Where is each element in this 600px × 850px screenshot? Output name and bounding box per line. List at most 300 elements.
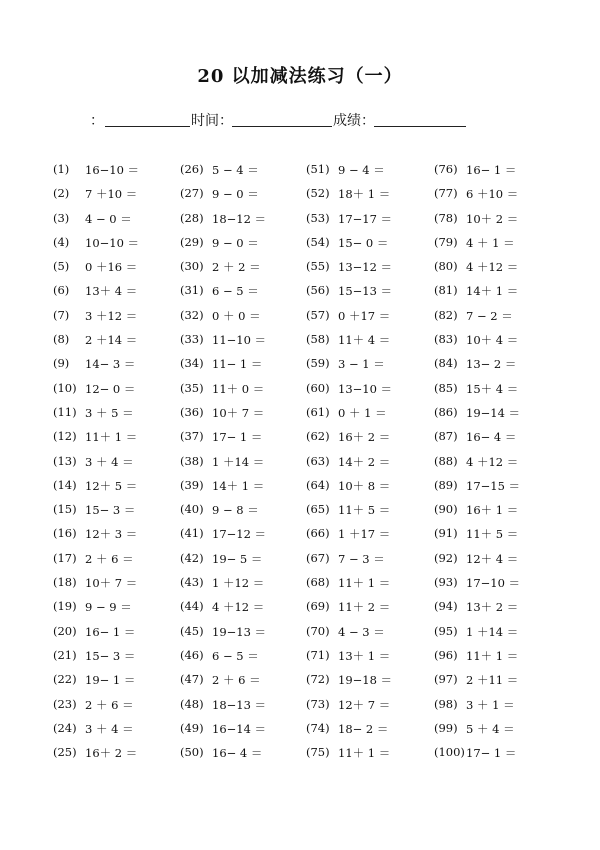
problem-number: (3) (53, 210, 70, 225)
problem-number: (71) (306, 647, 330, 662)
problem-number: (88) (434, 453, 458, 468)
problem-number: (32) (180, 307, 204, 322)
problem-item (180, 211, 310, 235)
problem-expression: 3 − 1 ＝ (338, 357, 385, 372)
problem-expression: 11＋ 2 ＝ (338, 600, 391, 615)
problem-number: (77) (434, 186, 458, 201)
problem-number: (52) (306, 186, 330, 201)
problem-number: (8) (53, 332, 70, 347)
problem-number: (45) (180, 623, 204, 638)
problem-number: (60) (306, 380, 330, 395)
problem-item (53, 745, 183, 769)
problem-expression: 19− 1 ＝ (85, 673, 136, 688)
problem-item (434, 162, 564, 186)
problem-number: (91) (434, 526, 458, 541)
problem-item (306, 551, 436, 575)
problem-expression: 18− 2 ＝ (338, 721, 389, 736)
problem-number: (69) (306, 599, 330, 614)
problem-expression: 19−14 ＝ (466, 405, 521, 420)
problem-number: (15) (53, 502, 77, 517)
problem-expression: 15− 3 ＝ (85, 648, 136, 663)
problem-expression: 12＋ 7 ＝ (338, 697, 391, 712)
problem-number: (67) (306, 550, 330, 565)
problem-item (434, 356, 564, 380)
problem-item (180, 745, 310, 769)
problem-number: (85) (434, 380, 458, 395)
problem-expression: 4 − 0 ＝ (85, 211, 132, 226)
problem-number: (94) (434, 599, 458, 614)
problem-expression: 1 ＋14 ＝ (212, 454, 265, 469)
problem-number: (73) (306, 696, 330, 711)
problem-item (434, 429, 564, 453)
problem-expression: 19−13 ＝ (212, 624, 267, 639)
problem-number: (72) (306, 672, 330, 687)
problem-number: (66) (306, 526, 330, 541)
problem-number: (7) (53, 307, 70, 322)
score-blank[interactable] (374, 126, 466, 127)
problem-item (180, 162, 310, 186)
problem-number: (44) (180, 599, 204, 614)
problem-number: (23) (53, 696, 77, 711)
problem-number: (59) (306, 356, 330, 371)
problem-number: (92) (434, 550, 458, 565)
problem-item (53, 599, 183, 623)
problem-expression: 17− 1 ＝ (212, 430, 263, 445)
problem-number: (64) (306, 477, 330, 492)
problem-item (306, 721, 436, 745)
problem-expression: 16−14 ＝ (212, 721, 267, 736)
problem-item (180, 526, 310, 550)
problem-item (53, 162, 183, 186)
problem-item (53, 259, 183, 283)
problem-number: (21) (53, 647, 77, 662)
problem-item (53, 308, 183, 332)
problem-item (180, 575, 310, 599)
problem-expression: 10＋ 7 ＝ (212, 405, 265, 420)
problem-item (180, 283, 310, 307)
problem-expression: 6 − 5 ＝ (212, 648, 259, 663)
problem-item (53, 478, 183, 502)
problem-item (306, 235, 436, 259)
problem-number: (87) (434, 429, 458, 444)
problem-expression: 11− 1 ＝ (212, 357, 263, 372)
problem-expression: 15− 3 ＝ (85, 503, 136, 518)
problem-expression: 3 ＋12 ＝ (85, 308, 138, 323)
problem-expression: 13− 2 ＝ (466, 357, 517, 372)
problem-item (434, 332, 564, 356)
problem-number: (43) (180, 575, 204, 590)
problem-number: (100) (434, 745, 465, 760)
problem-expression: 9 − 4 ＝ (338, 163, 385, 177)
problem-number: (2) (53, 186, 70, 201)
problem-expression: 13＋ 4 ＝ (85, 284, 138, 299)
problem-expression: 11＋ 1 ＝ (338, 576, 391, 591)
problem-item (306, 648, 436, 672)
problem-item (53, 186, 183, 210)
problem-expression: 18−12 ＝ (212, 211, 267, 226)
problem-item (53, 648, 183, 672)
problem-expression: 2 ＋ 6 ＝ (85, 697, 134, 712)
problem-expression: 14＋ 1 ＝ (466, 284, 519, 299)
problem-expression: 9 − 0 ＝ (212, 235, 259, 250)
problem-expression: 16＋ 1 ＝ (466, 503, 519, 518)
problem-number: (13) (53, 453, 77, 468)
problem-item (53, 502, 183, 526)
problem-number: (98) (434, 696, 458, 711)
problem-item (53, 235, 183, 259)
problem-expression: 18＋ 1 ＝ (338, 187, 391, 202)
problem-expression: 3 ＋ 5 ＝ (85, 405, 134, 420)
problem-expression: 14− 3 ＝ (85, 357, 136, 372)
problem-item (434, 697, 564, 721)
problem-number: (99) (434, 720, 458, 735)
problem-number: (6) (53, 283, 70, 298)
problem-number: (65) (306, 502, 330, 517)
problem-item (434, 721, 564, 745)
problem-expression: 2 ＋14 ＝ (85, 333, 138, 348)
problem-item (53, 429, 183, 453)
problem-item (434, 405, 564, 429)
problem-expression: 12＋ 4 ＝ (466, 551, 519, 566)
problem-number: (79) (434, 234, 458, 249)
problem-number: (86) (434, 404, 458, 419)
problem-number: (34) (180, 356, 204, 371)
problem-item (306, 162, 436, 186)
problem-item (180, 308, 310, 332)
problem-expression: 3 ＋ 4 ＝ (85, 721, 134, 736)
problem-item (306, 308, 436, 332)
problem-expression: 10＋ 2 ＝ (466, 211, 519, 226)
problem-number: (39) (180, 477, 204, 492)
problem-expression: 2 ＋ 6 ＝ (85, 551, 134, 566)
problem-expression: 7 ＋10 ＝ (85, 187, 138, 202)
problem-expression: 17−15 ＝ (466, 478, 521, 493)
problem-expression: 5 ＋ 4 ＝ (466, 721, 515, 736)
problem-item (306, 478, 436, 502)
problem-expression: 2 ＋11 ＝ (466, 673, 519, 688)
problem-expression: 4 ＋12 ＝ (466, 454, 519, 469)
problem-number: (5) (53, 259, 70, 274)
problem-expression: 17−10 ＝ (466, 576, 521, 591)
problem-item (180, 381, 310, 405)
problem-expression: 16− 1 ＝ (85, 624, 136, 639)
problem-number: (9) (53, 356, 70, 371)
problem-expression: 16−10 ＝ (85, 163, 140, 177)
problem-expression: 4 − 3 ＝ (338, 624, 385, 639)
page-title: 20 以加减法练习（一） (197, 66, 403, 87)
problem-number: (75) (306, 745, 330, 760)
problem-number: (51) (306, 162, 330, 176)
name-label: ： (90, 113, 104, 129)
problem-item (306, 283, 436, 307)
problem-item (306, 502, 436, 526)
problem-expression: 14＋ 2 ＝ (338, 454, 391, 469)
problem-item (53, 721, 183, 745)
problem-item (306, 211, 436, 235)
problem-item (180, 429, 310, 453)
problem-expression: 10−10 ＝ (85, 235, 140, 250)
problem-expression: 6 − 5 ＝ (212, 284, 259, 299)
problem-expression: 13−10 ＝ (338, 381, 393, 396)
problem-number: (55) (306, 259, 330, 274)
problem-number: (95) (434, 623, 458, 638)
problem-item (434, 283, 564, 307)
problem-expression: 0 ＋ 1 ＝ (338, 405, 387, 420)
problem-item (53, 283, 183, 307)
problem-number: (49) (180, 720, 204, 735)
problem-expression: 11＋ 0 ＝ (212, 381, 265, 396)
problem-item (306, 672, 436, 696)
problem-number: (53) (306, 210, 330, 225)
problem-number: (1) (53, 162, 70, 176)
problem-number: (81) (434, 283, 458, 298)
problem-number: (80) (434, 259, 458, 274)
problem-number: (58) (306, 332, 330, 347)
problem-item (434, 259, 564, 283)
problem-number: (54) (306, 234, 330, 249)
problem-item (306, 429, 436, 453)
problem-number: (50) (180, 745, 204, 760)
problem-expression: 1 ＋12 ＝ (212, 576, 265, 591)
problem-expression: 11＋ 5 ＝ (466, 527, 519, 542)
problem-number: (35) (180, 380, 204, 395)
problem-number: (83) (434, 332, 458, 347)
problem-item (306, 575, 436, 599)
problem-expression: 0 ＋17 ＝ (338, 308, 391, 323)
problem-expression: 9 − 0 ＝ (212, 187, 259, 202)
problem-item (180, 405, 310, 429)
problem-expression: 1 ＋14 ＝ (466, 624, 519, 639)
problem-item (306, 697, 436, 721)
problem-expression: 5 − 4 ＝ (212, 163, 259, 177)
problem-item (434, 745, 564, 769)
problem-number: (31) (180, 283, 204, 298)
problem-expression: 9 − 9 ＝ (85, 600, 132, 615)
problem-item (434, 599, 564, 623)
problem-item (180, 721, 310, 745)
problem-number: (78) (434, 210, 458, 225)
problem-number: (46) (180, 647, 204, 662)
problem-number: (96) (434, 647, 458, 662)
name-blank[interactable] (105, 126, 190, 127)
problem-number: (47) (180, 672, 204, 687)
problem-number: (42) (180, 550, 204, 565)
problem-item (180, 454, 310, 478)
problem-expression: 12＋ 5 ＝ (85, 478, 138, 493)
problem-expression: 14＋ 1 ＝ (212, 478, 265, 493)
problem-number: (38) (180, 453, 204, 468)
problem-number: (74) (306, 720, 330, 735)
problem-number: (22) (53, 672, 77, 687)
problem-expression: 12− 0 ＝ (85, 381, 136, 396)
problem-number: (20) (53, 623, 77, 638)
problem-expression: 13−12 ＝ (338, 260, 393, 275)
problem-number: (37) (180, 429, 204, 444)
problem-expression: 11−10 ＝ (212, 333, 267, 348)
problem-expression: 1 ＋17 ＝ (338, 527, 391, 542)
problem-item (306, 186, 436, 210)
problem-item (306, 526, 436, 550)
problem-item (306, 745, 436, 769)
score-label: 成绩： (333, 113, 375, 129)
problem-item (53, 575, 183, 599)
problem-expression: 18−13 ＝ (212, 697, 267, 712)
problem-item (180, 648, 310, 672)
problem-number: (33) (180, 332, 204, 347)
problem-number: (12) (53, 429, 77, 444)
problem-number: (30) (180, 259, 204, 274)
problem-item (180, 478, 310, 502)
problem-expression: 9 − 8 ＝ (212, 503, 259, 518)
problem-number: (84) (434, 356, 458, 371)
problem-item (306, 599, 436, 623)
problem-item (434, 672, 564, 696)
problem-item (53, 405, 183, 429)
problem-item (434, 624, 564, 648)
problem-expression: 0 ＋16 ＝ (85, 260, 138, 275)
problem-expression: 17− 1 ＝ (466, 746, 517, 761)
problem-item (180, 624, 310, 648)
problem-item (434, 186, 564, 210)
problem-item (180, 599, 310, 623)
problem-expression: 4 ＋12 ＝ (466, 260, 519, 275)
problem-number: (14) (53, 477, 77, 492)
problem-item (53, 356, 183, 380)
problem-expression: 4 ＋ 1 ＝ (466, 235, 515, 250)
problem-item (180, 332, 310, 356)
problem-expression: 11＋ 5 ＝ (338, 503, 391, 518)
problem-number: (97) (434, 672, 458, 687)
problem-item (53, 454, 183, 478)
problem-expression: 17−12 ＝ (212, 527, 267, 542)
problem-expression: 16− 1 ＝ (466, 163, 517, 177)
problem-number: (61) (306, 404, 330, 419)
problem-item (180, 356, 310, 380)
problem-number: (63) (306, 453, 330, 468)
problem-item (53, 381, 183, 405)
problem-item (434, 211, 564, 235)
problem-expression: 19−18 ＝ (338, 673, 393, 688)
problem-expression: 17−17 ＝ (338, 211, 393, 226)
problem-number: (27) (180, 186, 204, 201)
problem-number: (28) (180, 210, 204, 225)
problem-number: (25) (53, 745, 77, 760)
time-blank[interactable] (232, 126, 332, 127)
problem-number: (18) (53, 575, 77, 590)
problem-item (306, 405, 436, 429)
problem-column-4 (434, 162, 564, 769)
problem-item (434, 551, 564, 575)
problem-column-2 (180, 162, 310, 769)
problem-number: (40) (180, 502, 204, 517)
problem-expression: 16＋ 2 ＝ (338, 430, 391, 445)
problem-expression: 6 ＋10 ＝ (466, 187, 519, 202)
problem-number: (57) (306, 307, 330, 322)
problem-item (180, 672, 310, 696)
problem-expression: 16− 4 ＝ (212, 746, 263, 761)
problem-expression: 10＋ 4 ＝ (466, 333, 519, 348)
problem-item (434, 502, 564, 526)
time-label: 时间： (191, 113, 233, 129)
student-info-row (0, 110, 600, 130)
problem-item (180, 259, 310, 283)
problem-expression: 12＋ 3 ＝ (85, 527, 138, 542)
problem-item (53, 624, 183, 648)
problem-number: (17) (53, 550, 77, 565)
problem-item (53, 551, 183, 575)
problem-item (180, 502, 310, 526)
problem-column-3 (306, 162, 436, 769)
problem-number: (56) (306, 283, 330, 298)
problem-expression: 3 ＋ 4 ＝ (85, 454, 134, 469)
problem-expression: 19− 5 ＝ (212, 551, 263, 566)
problem-item (180, 235, 310, 259)
problem-item (434, 526, 564, 550)
problem-expression: 2 ＋ 2 ＝ (212, 260, 261, 275)
problem-item (53, 697, 183, 721)
problem-number: (48) (180, 696, 204, 711)
problem-number: (70) (306, 623, 330, 638)
problem-expression: 13＋ 2 ＝ (466, 600, 519, 615)
problem-expression: 10＋ 7 ＝ (85, 576, 138, 591)
problem-expression: 10＋ 8 ＝ (338, 478, 391, 493)
problem-expression: 16− 4 ＝ (466, 430, 517, 445)
problem-expression: 3 ＋ 1 ＝ (466, 697, 515, 712)
problem-expression: 2 ＋ 6 ＝ (212, 673, 261, 688)
problem-number: (93) (434, 575, 458, 590)
problem-item (180, 186, 310, 210)
problem-expression: 11＋ 1 ＝ (85, 430, 138, 445)
problem-item (306, 259, 436, 283)
problem-expression: 7 − 3 ＝ (338, 551, 385, 566)
problem-expression: 0 ＋ 0 ＝ (212, 308, 261, 323)
problem-item (434, 381, 564, 405)
problem-item (53, 332, 183, 356)
problem-expression: 11＋ 4 ＝ (338, 333, 391, 348)
problem-item (306, 356, 436, 380)
problem-item (180, 551, 310, 575)
problem-number: (90) (434, 502, 458, 517)
problem-item (434, 648, 564, 672)
problem-item (53, 672, 183, 696)
problem-number: (16) (53, 526, 77, 541)
problem-item (434, 235, 564, 259)
problem-number: (24) (53, 720, 77, 735)
problem-item (434, 308, 564, 332)
problem-number: (89) (434, 477, 458, 492)
problem-number: (26) (180, 162, 204, 176)
problem-number: (10) (53, 380, 77, 395)
problem-number: (82) (434, 307, 458, 322)
problem-item (53, 526, 183, 550)
problem-number: (36) (180, 404, 204, 419)
problem-item (434, 478, 564, 502)
problem-item (306, 624, 436, 648)
problem-number: (19) (53, 599, 77, 614)
problem-expression: 15− 0 ＝ (338, 235, 389, 250)
problem-number: (76) (434, 162, 458, 176)
problem-item (306, 381, 436, 405)
problem-expression: 13＋ 1 ＝ (338, 648, 391, 663)
problem-item (306, 454, 436, 478)
problem-number: (41) (180, 526, 204, 541)
problem-number: (4) (53, 234, 70, 249)
problem-item (434, 575, 564, 599)
problem-number: (62) (306, 429, 330, 444)
problem-column-1 (53, 162, 183, 769)
problem-number: (68) (306, 575, 330, 590)
problem-expression: 7 − 2 ＝ (466, 308, 513, 323)
